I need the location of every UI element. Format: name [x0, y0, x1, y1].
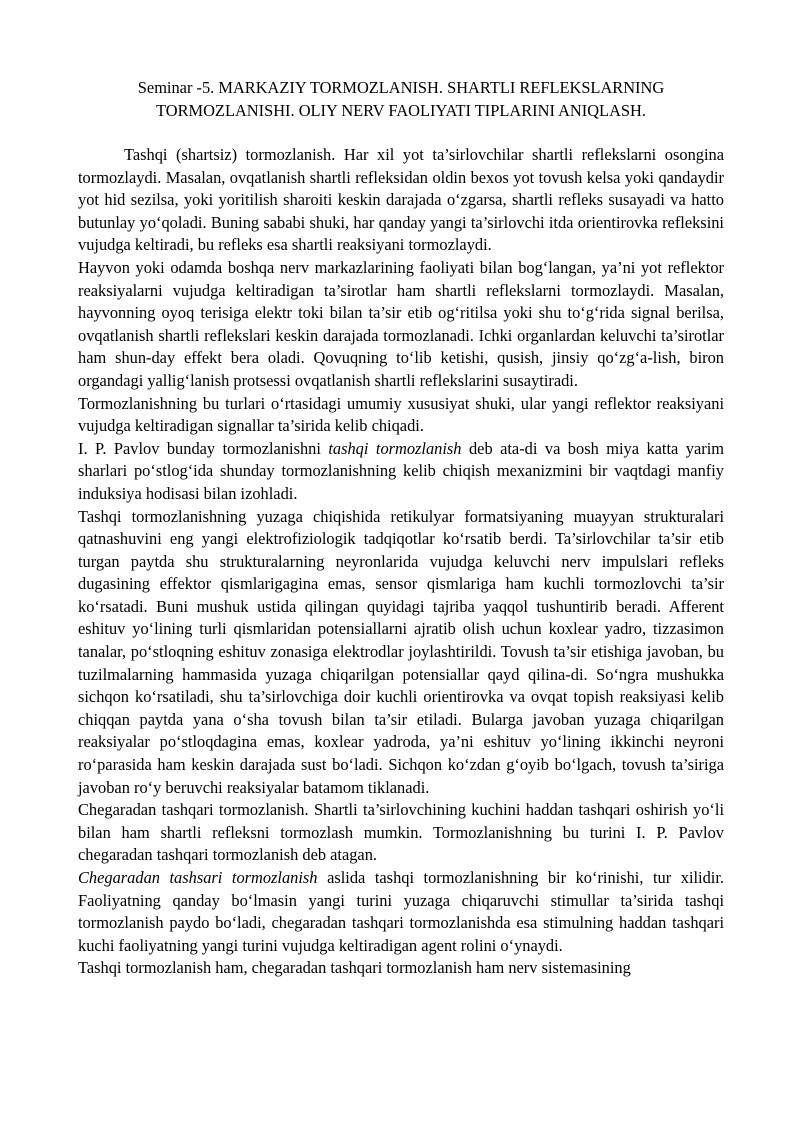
page-title — [78, 76, 724, 122]
paragraph-2: Hayvon yoki odamda boshqa nerv markazlarining faoliyati bilan bog‘langan, ya’ni yot reflektor reaksiyalarni vujudga keltiradigan ta’sirotlar ham shartli reflekslarni tormozlaydi. Masalan, hayvonning oyoq terisiga elektr toki bilan ta’sir etib og‘ritilsa yoki shu to‘g‘rida signal berilsa, ovqatlanish shartli reflekslari keskin darajada tormozlanadi. Ichki organlardan keluvchi ta’sirotlar ham shun-day effekt bera oladi. Qovuqning to‘lib ketishi, qusish, jinsiy qo‘zg‘a-lish, biron organdagi yallig‘lanish protsessi ovqatlanish shartli reflekslarini susaytiradi. — [78, 257, 724, 390]
paragraph-7 — [78, 867, 724, 957]
paragraph-4-text-a: I. P. Pavlov bunday tormozlanishni — [78, 438, 329, 458]
document-page — [78, 76, 724, 980]
paragraph-8: Tashqi tormozlanish ham, chegaradan tashqari tormozlanish ham nerv sistemasining — [78, 958, 631, 978]
paragraph-4 — [78, 438, 724, 506]
paragraph-5: Tashqi tormozlanishning yuzaga chiqishida retikulyar formatsiyaning muayyan strukturalari qatnashuvini eng yangi elektrofiziologik tadqiqotlar ko‘rsatib berdi. Ta’sirlovchilar ta’sir etib turgan paytda shu strukturalarning neyronlarida vujudga keluvchi nerv impulslari refleks dugasining effektor qismlarigagina emas, sensor qismlariga ham kuchli tormozlovchi ta’sir ko‘rsatadi. Buni mushuk ustida qilingan quyidagi tajriba yaqqol tushuntirib beradi. Afferent eshituv yo‘lining turli qismlaridan potensiallarni ajratib olish uchun koxlear yadro, tizzasimon tanalar, po‘stloqning eshituv zonasiga elektrodlar joylashtirildi. Tovush ta’sir etishiga javoban, bu tuzilmalarning hammasida yuzaga chiqarilgan potensiallar qayd qilina-di. So‘ngra mushukka sichqon ko‘rsatiladi, shu ta’sirlovchiga doir kuchli orientirovka va ovqat topish reaksiyasi kelib chiqqan paytda yana o‘sha tovush bilan ta’sir etiladi. Bularga javoban yuzaga chiqarilgan reaksiyalar po‘stloqdagina emas, koxlear yadroda, ya’ni eshituv yo‘lining ikkinchi neyroni ro‘parasida ham keskin darajada sust bo‘ladi. Sichqon ko‘zdan g‘oyib bo‘lgach, tovush ta’siriga javoban ro‘y beruvchi reaksiyalar batamom tiklanadi. — [78, 506, 724, 797]
paragraph-3: Tormozlanishning bu turlari o‘rtasidagi umumiy xususiyat shuki, ular yangi reflektor reaksiyani vujudga keltiradigan signallar ta’sirida kelib chiqadi. — [78, 393, 724, 436]
paragraph-7-text: aslida tashqi tormozlanishning bir ko‘rinishi, tur xilidir. Faoliyatning qanday bo‘lmasin yangi turini yuzaga chiqaruvchi stimullar ta’sirida tashqi tormozlanish paydo bo‘ladi, chegaradan tashqari tormozlanishda esa stimulning haddan tashqari kuchi faoliyatning yangi turini vujudga keltiradigan agent rolini o‘ynaydi. — [78, 868, 725, 955]
title-line-2: TORMOZLANISHI. OLIY NERV FAOLIYATI TIPLARINI ANIQLASH. — [156, 101, 646, 120]
paragraph-6: Chegaradan tashqari tormozlanish. Shartli ta’sirlovchining kuchini haddan tashqari oshirish yo‘li bilan ham shartli refleksni tormozlash mumkin. Tormozlanishning bu turini I. P. Pavlov chegaradan tashqari tormozlanish deb atagan. — [78, 800, 724, 865]
title-line-1: Seminar -5. MARKAZIY TORMOZLANISH. SHARTLI REFLEKSLARNING — [137, 78, 665, 97]
paragraph-4-emphasis: tashqi tormozlanish — [328, 438, 462, 458]
paragraph-1: Tashqi (shartsiz) tormozlanish. Har xil yot ta’sirlovchilar shartli reflekslarni osongina tormozlaydi. Masalan, ovqatlanish shartli refleksidan oldin bexos yot tovush kelsa yoki qandaydir yot hid sezilsa, yoki yoritilish sharoiti keskin darajada o‘zgarsa, shartli refleks susayadi va hatto butunlay yo‘qoladi. Buning sababi shuki, har qanday yangi ta’sirlovchi itda orientirovka refleksini vujudga keltiradi, bu refleks esa shartli reaksiyani tormozlaydi. — [78, 145, 724, 255]
paragraph-4-text-b: deb ata-di va bosh miya katta yarim sharlari po‘stlog‘ida shunday tormozlanishning kelib chiqish mexanizmini bir vaqtdagi manfiy induksiya hodisasi bilan izohladi. — [78, 438, 725, 503]
paragraph-7-emphasis: Chegaradan tashsari tormozlanish — [78, 868, 318, 887]
